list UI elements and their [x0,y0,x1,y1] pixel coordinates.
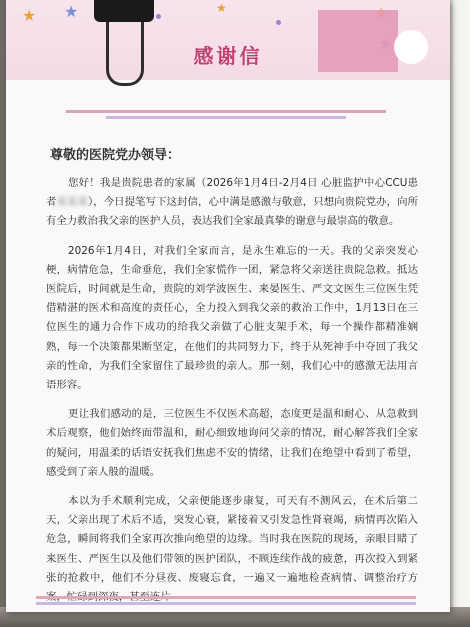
star-icon: ★ [22,6,37,25]
paragraph-4: 本以为手术顺利完成，父亲便能逐步康复，可天有不测风云，在术后第二天，父亲出现了术后不适，突发心衰，紧接着又引发急性肾衰竭，病情再次陷入危急，瞬间将我们全家再次推向绝望的边缘。当时我在医院的现场，亲眼目睹了来医生、严医生以及他们带领的医护团队，不顾连续作战的疲惫，再次投入到紧张的抢救中，他们不分昼夜、废寝忘食，一遍又一遍地检查病情、调整治疗方 [46,495,418,584]
letter-title: 感谢信 [193,44,263,68]
footer-stripe [36,602,416,605]
decor-dot [156,14,161,19]
salutation: 尊敬的医院党办领导： [50,148,181,163]
letter-paper [6,0,450,612]
footer-stripe [36,596,416,599]
star-icon: ★ [216,1,227,15]
divider-stripe [66,110,386,113]
star-icon: ★ [64,2,79,21]
paragraph-2: 2026年1月4日，对我们全家而言，是永生难忘的一天。我的父亲突发心梗，病情危急，生命垂危，我们全家慌作一团，紧急将父亲送往贵院急救。抵达医院后，时间就是生命，贵院的刘学波医生、来晏医生、严文文医生三位医生凭借精湛的医术和高度的责任心，全力投入到我父亲的救治工作中，1月13日在三位医生的通力合作下成功的给我父亲做了心脏支架手术，每一个操作都精准娴熟，每一个决策都果断坚定，在他们的共同努力下，终于从死神手中夺回了我父亲的性命，为我们全家留住了最珍贵的亲人。那一刻，我们心中的感激无法用言语形容。 [46,244,418,392]
decor-dot [276,20,281,25]
divider-stripe [106,116,346,119]
binder-clip [94,0,154,22]
paragraph-3: 更让我们感动的是，三位医生不仅医术高超，态度更是温和耐心、从急救到术后观察，他们始终面带温和，耐心细致地询问父亲的情况，耐心解答我们全家的疑问，用温柔的话语安抚我们焦虑不安的情绪，让我们在绝望中看到了希望，感受到了亲人般的温暖。 [46,408,418,478]
paragraph-1: 您好！我是贵院患者的家属（2026年1月4日-2月4日 心脏监护中心CCU患者某某某），今日提笔写下这封信，心中满是感激与敬意，只想向贵院党办，向所有全力救治我父亲的医护人员，表达我们全家最真挚的谢意与最崇高的敬意。 [46,177,419,228]
redacted-name: 某某某 [56,196,88,209]
letter-body [46,174,418,612]
